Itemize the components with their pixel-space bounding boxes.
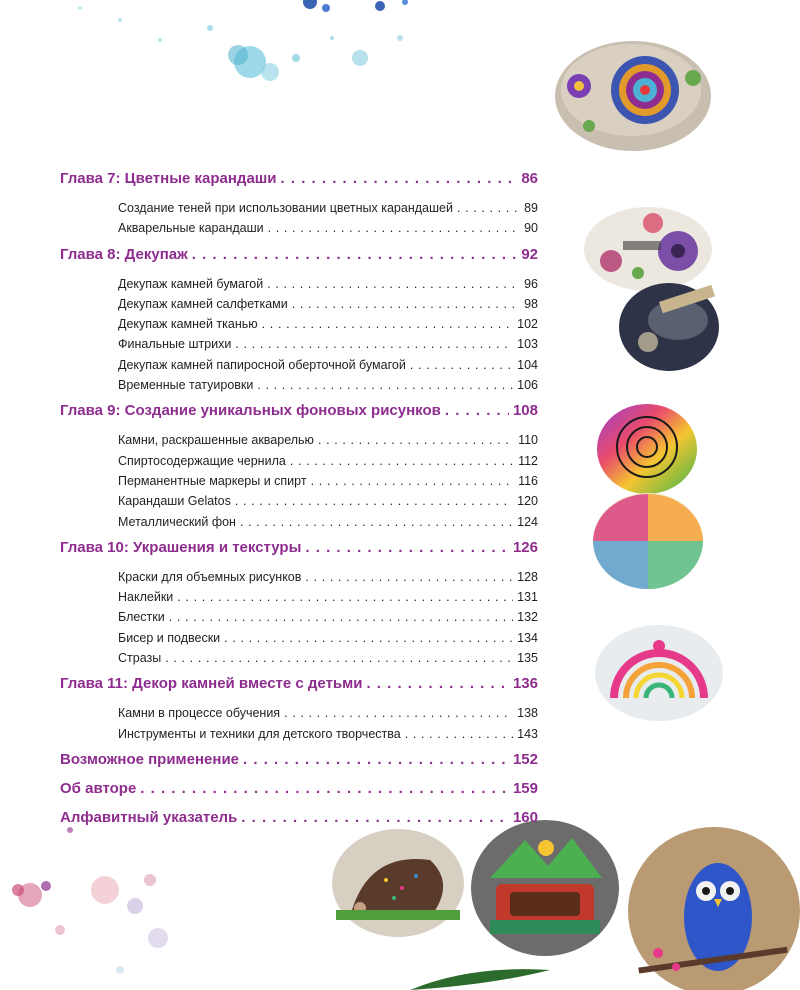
toc-section-entry[interactable] <box>118 587 538 607</box>
toc-section-title: Декупаж камней салфетками <box>118 296 288 311</box>
toc-section-title: Спиртосодержащие чернила <box>118 453 286 468</box>
toc-chapter-entry[interactable] <box>60 242 538 268</box>
toc-section-entry[interactable] <box>118 375 538 395</box>
toc-section-entry[interactable] <box>118 491 538 511</box>
toc-section-title: Камни в процессе обучения <box>118 706 281 721</box>
decoupage-bird-stone-image <box>618 282 720 372</box>
toc-chapter-title: Глава 8: Декупаж <box>60 245 188 263</box>
toc-section-title: Декупаж камней тканью <box>118 317 258 332</box>
toc-page-number: 92 <box>521 245 538 263</box>
toc-section-entry[interactable] <box>118 512 538 532</box>
toc-dot-leader <box>241 805 509 831</box>
toc-dot-leader <box>243 747 509 773</box>
rainbow-mandala-stone-image <box>596 403 698 495</box>
toc-chapter-entry[interactable] <box>60 671 538 697</box>
toc-page-number: 98 <box>524 296 538 311</box>
landscape-stone-image <box>470 818 620 958</box>
toc-page-number: 110 <box>518 433 538 448</box>
toc-dot-leader <box>284 703 513 723</box>
toc-section-entry[interactable] <box>118 218 538 238</box>
toc-chapter-title: Алфавитный указатель <box>60 808 238 826</box>
toc-page-number: 135 <box>517 651 538 666</box>
toc-page-number: 152 <box>512 750 538 768</box>
toc-page-number: 126 <box>512 538 538 556</box>
toc-page-number: 160 <box>512 808 538 826</box>
toc-dot-leader <box>235 491 513 511</box>
dot-mandala-stone-image <box>594 624 724 722</box>
toc-dot-leader <box>311 471 515 491</box>
toc-dot-leader <box>262 314 513 334</box>
toc-section-title: Декупаж камней бумагой <box>118 276 264 291</box>
toc-page-number: 124 <box>517 514 538 529</box>
toc-chapter-title: Глава 7: Цветные карандаши <box>60 170 277 187</box>
toc-section-entry[interactable] <box>118 567 538 587</box>
toc-section-entry[interactable] <box>118 198 538 218</box>
toc-section-title: Стразы <box>118 651 162 666</box>
toc-section-entry[interactable] <box>118 314 538 334</box>
toc-section-title: Акварельные карандаши <box>118 221 264 236</box>
decoupage-flower-stone-image <box>583 205 713 293</box>
toc-page-number: 106 <box>517 378 538 393</box>
toc-section-entry[interactable] <box>118 724 538 744</box>
toc-page-number: 159 <box>512 779 538 797</box>
toc-section-title: Металлический фон <box>118 514 236 529</box>
toc-chapter-entry[interactable] <box>60 805 538 831</box>
toc-section-entry[interactable] <box>118 355 538 375</box>
toc-section-entry[interactable] <box>118 294 538 314</box>
toc-dot-leader <box>457 198 520 218</box>
toc-section-entry[interactable] <box>118 451 538 471</box>
toc-page-number: 103 <box>517 337 538 352</box>
toc-page-number: 116 <box>518 473 538 488</box>
toc-dot-leader <box>169 607 513 627</box>
toc-page-number: 136 <box>512 675 538 693</box>
toc-section-title: Инструменты и техники для детского творчества <box>118 726 401 741</box>
toc-page-number: 112 <box>518 453 538 468</box>
toc-dot-leader <box>235 334 513 354</box>
toc-page-number: 96 <box>524 276 538 291</box>
toc-chapter-title: Глава 10: Украшения и текстуры <box>60 538 302 556</box>
toc-section-entry[interactable] <box>118 471 538 491</box>
toc-section-title: Краски для объемных рисунков <box>118 569 302 584</box>
toc-section-title: Камни, раскрашенные акварелью <box>118 433 314 448</box>
toc-section-entry[interactable] <box>118 607 538 627</box>
toc-section-title: Создание теней при использовании цветных карандашей <box>118 201 453 215</box>
toc-dot-leader <box>192 242 518 268</box>
toc-chapter-entry[interactable] <box>60 535 538 561</box>
toc-page-number: 138 <box>517 706 538 721</box>
toc-page-number: 131 <box>517 590 538 605</box>
toc-chapter-title: Об авторе <box>60 779 137 797</box>
watercolor-splash-bottom-image <box>0 820 240 990</box>
toc-section-entry[interactable] <box>118 334 538 354</box>
toc-chapter-entry[interactable] <box>60 776 538 802</box>
toc-page-number: 89 <box>524 201 538 215</box>
toc-dot-leader <box>224 628 513 648</box>
toc-chapter-title: Глава 11: Декор камней вместе с детьми <box>60 675 363 693</box>
toc-dot-leader <box>366 671 509 697</box>
toc-section-title: Наклейки <box>118 590 174 605</box>
toc-page-number: 128 <box>517 569 538 584</box>
toc-chapter-entry[interactable] <box>60 166 538 192</box>
watercolor-splash-top-image <box>60 0 440 120</box>
toc-page-number: 108 <box>512 402 538 420</box>
toc-dot-leader <box>292 294 520 314</box>
toc-dot-leader <box>305 535 509 561</box>
toc-dot-leader <box>267 274 520 294</box>
mandala-stone-top-image <box>553 38 713 153</box>
toc-chapter-title: Глава 9: Создание уникальных фоновых рисунков <box>60 402 441 420</box>
toc-section-title: Перманентные маркеры и спирт <box>118 473 307 488</box>
toc-section-title: Карандаши Gelatos <box>118 494 231 509</box>
leaf-image <box>410 965 550 990</box>
toc-page-number: 143 <box>517 726 538 741</box>
toc-dot-leader <box>410 355 513 375</box>
toc-section-entry[interactable] <box>118 628 538 648</box>
toc-chapter-entry[interactable] <box>60 398 538 424</box>
toc-page-number: 104 <box>517 357 538 372</box>
toc-page-number: 132 <box>517 610 538 625</box>
table-of-contents <box>60 166 538 831</box>
toc-section-entry[interactable] <box>118 648 538 668</box>
toc-dot-leader <box>405 724 513 744</box>
toc-dot-leader <box>268 218 520 238</box>
toc-section-entry[interactable] <box>118 430 538 450</box>
toc-dot-leader <box>290 451 514 471</box>
toc-chapter-title: Возможное применение <box>60 750 240 768</box>
toc-dot-leader <box>257 375 513 395</box>
toc-section-title: Блестки <box>118 610 165 625</box>
toc-dot-leader <box>177 587 513 607</box>
toc-chapter-entry[interactable] <box>60 747 538 773</box>
toc-page-number: 102 <box>517 317 538 332</box>
toc-dot-leader <box>305 567 513 587</box>
toc-page-number: 134 <box>517 630 538 645</box>
toc-section-title: Финальные штрихи <box>118 337 232 352</box>
toc-section-entry[interactable] <box>118 274 538 294</box>
toc-dot-leader <box>240 512 513 532</box>
hedgehog-stone-image <box>330 828 466 938</box>
toc-page-number: 120 <box>517 494 538 509</box>
toc-dot-leader <box>318 430 514 450</box>
toc-section-title: Декупаж камней папиросной оберточной бумагой <box>118 357 406 372</box>
toc-dot-leader <box>140 776 509 802</box>
toc-dot-leader <box>445 398 509 424</box>
toc-section-entry[interactable] <box>118 703 538 723</box>
toc-section-title: Бисер и подвески <box>118 630 221 645</box>
toc-page-number: 86 <box>521 170 538 187</box>
toc-page-number: 90 <box>524 221 538 236</box>
toc-dot-leader <box>281 166 518 192</box>
watercolor-rainbow-stone-image <box>592 492 704 590</box>
toc-section-title: Временные татуировки <box>118 378 254 393</box>
owl-stone-image <box>628 825 800 990</box>
toc-dot-leader <box>165 648 513 668</box>
